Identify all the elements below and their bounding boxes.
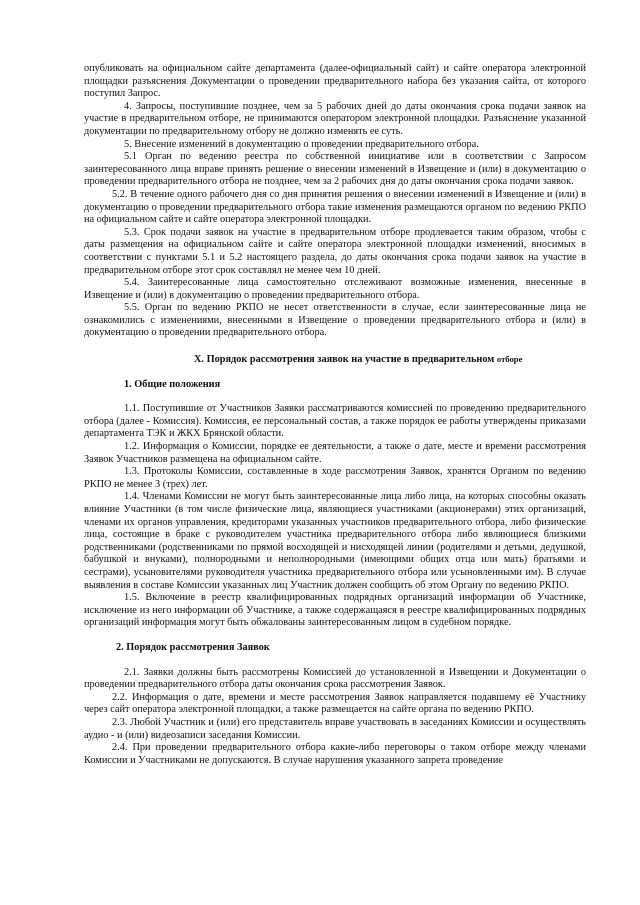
paragraph-2-4: 2.4. При проведении предварительного отбора какие-либо переговоры о таком отборе между членами Комиссии и Участниками не допускаются. В случае нарушения указанного запрета проведение: [84, 742, 586, 766]
section-heading-main: X. Порядок рассмотрения заявок на участие в предварительном: [194, 354, 495, 366]
paragraph-1-5: 1.5. Включение в реестр квалифицированных подрядных организаций информации об Участнике, исключение из него информации об Участнике, а также содержащаяся в реестре квалифицированных подрядных организаций информация могут быть обжалованы заинтересованным лицом в судебном порядке.: [84, 592, 586, 629]
paragraph-1-1: 1.1. Поступившие от Участников Заявки рассматриваются комиссией по проведению предварительного отбора (далее - Комиссия). Комиссия, ее персональный состав, а также порядок ее работы утверждены приказами департамента ТЭК и ЖКХ Брянской области.: [84, 403, 586, 440]
paragraph-2-2: 2.2. Информация о дате, времени и месте рассмотрения Заявок направляется подавшему её Участнику через сайт оператора электронной площадки, а также размещается на сайте органа по ведению РКПО.: [84, 691, 586, 716]
subsection-2-title: 2. Порядок рассмотрения Заявок: [116, 641, 270, 653]
section-heading: [84, 353, 586, 367]
paragraph-5-5: 5.5. Орган по ведению РКПО не несет ответственности в случае, если заинтересованные лица не ознакомились с изменениями, внесенными в Извещение о проведении предварительного отбора и (или) в документацию о проведении предварительного отбора.: [84, 302, 586, 339]
paragraph-1-4: 1.4. Членами Комиссии не могут быть заинтересованные лица либо лица, на которых способны оказать влияние Участники (в том числе физические лица, являющиеся участниками (акционерами) этих организаций, членами их органов управления, кредиторами указанных участников предварительного отбора, либо физические лица, состоящие в браке с руководителем участника предварительного отбора либо являющиеся близкими родственниками (родственниками по прямой восходящей и нисходящей линии (родителями и детьми, дедушкой, бабушкой и внуками), полнородными и неполнородными (имеющими общих отца или мать) братьями и сестрами), усыновителями руководителя участника предварительного отбора или усыновленными им). В случае выявления в составе Комиссии указанных лиц Участник должен сообщить об этом Органу по ведению РКПО.: [84, 491, 586, 591]
paragraph-5-2: 5.2. В течение одного рабочего дня со дня принятия решения о внесении изменений в Извещение и (или) в документацию о проведении предварительного отбора такие изменения размещаются органом по ведению РКПО на официальном сайте и сайте оператора электронной площадки.: [84, 188, 586, 226]
paragraph-4: 4. Запросы, поступившие позднее, чем за 5 рабочих дней до даты окончания срока подачи заявок на участие в предварительном отборе, не принимаются оператором электронной площадки. Разъяснение указанной документации по предварительному отбору не должно изменять ее суть.: [84, 100, 586, 137]
subsection-1-title: 1. Общие положения: [124, 378, 221, 390]
paragraph-continuation: опубликовать на официальном сайте департамента (далее-официальный сайт) и сайте оператора электронной площадки разъяснения Документации о проведении предварительного набора без указания сайта, от которого поступил Запрос.: [84, 63, 586, 100]
paragraph-2-3: 2.3. Любой Участник и (или) его представитель вправе участвовать в заседаниях Комиссии и осуществлять аудио - и (или) видеозаписи заседания Комиссии.: [84, 716, 586, 741]
paragraph-5-1: 5.1 Орган по ведению реестра по собственной инициативе или в соответствии с Запросом заинтересованного лица вправе принять решение о внесении изменений в Извещение и (или) в документацию о проведении предварительного отбора не позднее, чем за 2 рабочих дня до даты окончания срока подачи заявок.: [84, 151, 586, 188]
paragraph-5-4: 5.4. Заинтересованные лица самостоятельно отслеживают возможные изменения, внесенные в Извещение и (или) в документацию о проведении предварительного отбора.: [84, 277, 586, 301]
section-heading-tail: отборе: [496, 354, 523, 365]
paragraph-2-1: 2.1. Заявки должны быть рассмотрены Комиссией до установленной в Извещении и Документации о проведении предварительного отбора даты окончания срока рассмотрения Заявок.: [84, 666, 586, 691]
paragraph-1-2: 1.2. Информация о Комиссии, порядке ее деятельности, а также о дате, месте и времени рассмотрения Заявок Участников размещена на официальном сайте.: [84, 441, 586, 465]
paragraph-5-3: 5.3. Срок подачи заявок на участие в предварительном отборе продлевается таким образом, чтобы с даты размещения на официальном сайте и сайте оператора электронной площадки изменений, вносимых в соответствии с пунктами 5.1 и 5.2 настоящего раздела, до даты окончания срока подачи заявок на участие в предварительном отборе этот срок составлял не менее чем 10 дней.: [84, 226, 586, 276]
paragraph-1-3: 1.3. Протоколы Комиссии, составленные в ходе рассмотрения Заявок, хранятся Органом по ведению РКПО не менее 3 (трех) лет.: [84, 466, 586, 490]
paragraph-5: 5. Внесение изменений в документацию о проведении предварительного отбора.: [124, 138, 479, 150]
